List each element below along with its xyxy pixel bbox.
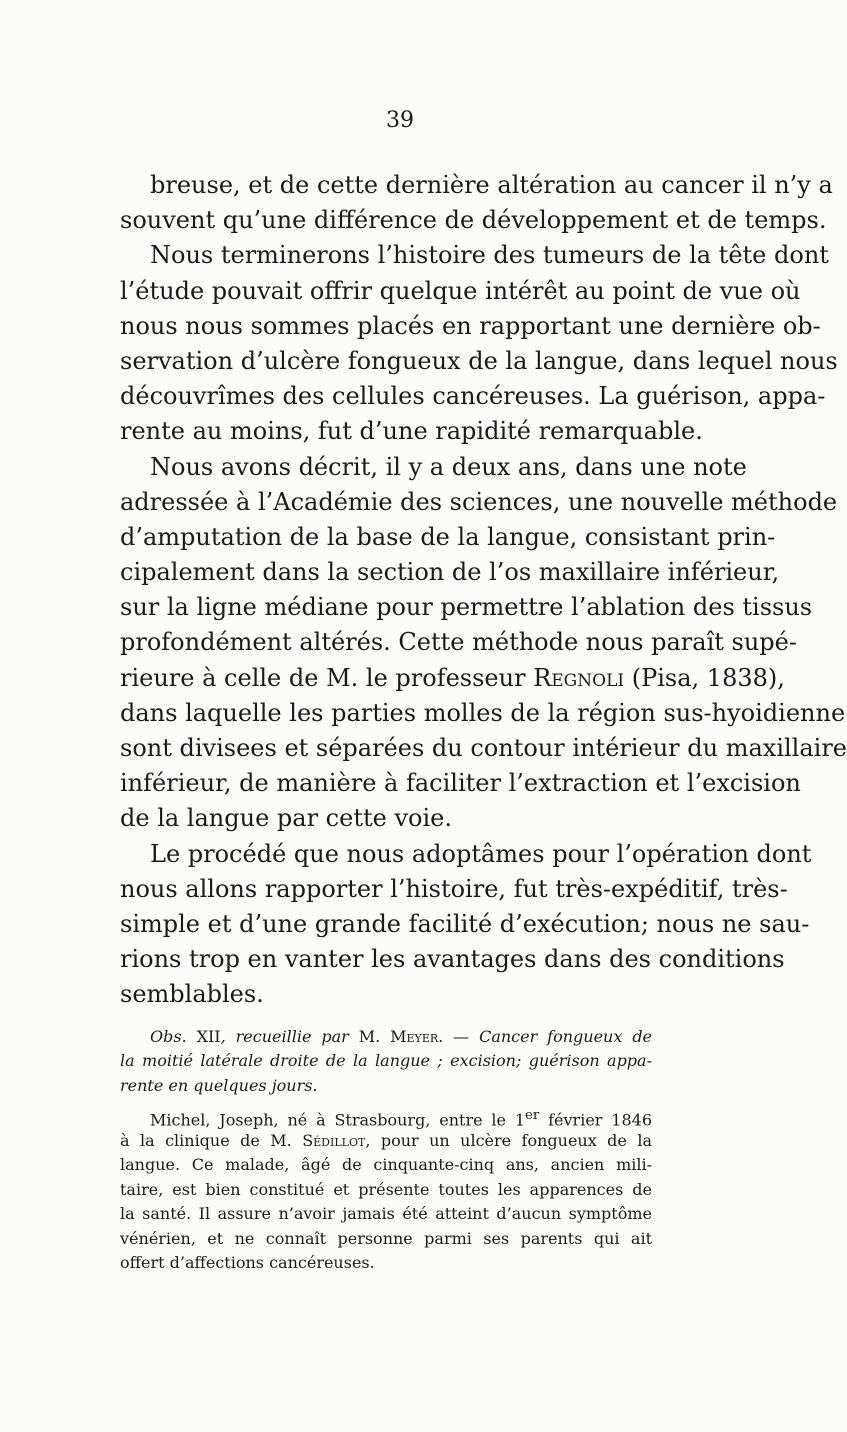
text-line: semblables. [120, 980, 264, 1009]
case-line [120, 1129, 652, 1154]
text-run: février 1846 [548, 1110, 652, 1130]
author-name: Meyer. [390, 1026, 444, 1046]
case-line [120, 1104, 652, 1129]
text-line: breuse, et de cette dernière altération au cancer il n’y a [150, 171, 833, 199]
obs-title: la moitié latérale droite de la langue ; excision; guérison appa- [120, 1051, 652, 1070]
text-line: inférieur, de manière à faciliter l’extraction et l’excision [120, 769, 801, 798]
text-line: servation d’ulcère fongueux de la langue, dans lequel nous [120, 346, 838, 375]
text-run: (Pisa, 1838), [631, 663, 785, 692]
case-line: vénérien, et ne connaît personne parmi ses parents qui ait [120, 1228, 652, 1248]
text-line: adressée à l’Académie des sciences, une nouvelle méthode [120, 487, 838, 516]
author-name: Sédillot [302, 1130, 366, 1150]
text-line: Nous avons décrit, il y a deux ans, dans une note [150, 452, 747, 481]
text-line: de la langue par cette voie. [120, 804, 452, 833]
observation-heading [120, 1025, 652, 1050]
text-line [120, 661, 785, 696]
obs-collected: , recueillie par [220, 1026, 349, 1046]
main-text [120, 168, 847, 1276]
case-line: la santé. Il assure n’avoir jamais été atteint d’aucun symptôme [120, 1204, 652, 1223]
text-run: , pour un ulcère fongueux de la [365, 1130, 652, 1150]
author-name: Regnoli [533, 663, 625, 692]
superscript: er [525, 1108, 540, 1123]
author-title: M. [358, 1026, 381, 1046]
text-line: rions trop en vanter les avantages dans des conditions [120, 945, 785, 974]
text-line: sur la ligne médiane pour permettre l’ablation des tissus [120, 593, 813, 622]
text-run: Michel, Joseph, né à Strasbourg, entre le 1 [150, 1110, 526, 1130]
text-line: l’étude pouvait offrir quelque intérêt au point de vue où [120, 276, 801, 305]
text-line: d’amputation de la base de la langue, consistant prin- [120, 522, 776, 551]
text-run: rieure à celle de M. le professeur [120, 663, 526, 692]
dash: — [453, 1026, 470, 1046]
text-line: profondément altérés. Cette méthode nous paraît supé- [120, 628, 797, 657]
obs-label: Obs. [150, 1026, 187, 1046]
text-line: nous allons rapporter l’histoire, fut très-expéditif, très- [120, 874, 788, 903]
observation-heading [120, 1074, 652, 1099]
text-line: dans laquelle les parties molles de la région sus-hyoidienne [120, 698, 846, 727]
case-line: taire, est bien constitué et présente toutes les apparences de [120, 1179, 652, 1199]
text-line: découvrîmes des cellules cancéreuses. La guérison, appa- [120, 382, 826, 411]
text-line: Nous terminerons l’histoire des tumeurs de la tête dont [150, 241, 829, 270]
obs-title: Cancer fongueux de [479, 1026, 653, 1046]
case-line: langue. Ce malade, âgé de cinquante-cinq ans, ancien mili- [120, 1155, 652, 1174]
text-line: souvent qu’une différence de développement et de temps. [120, 206, 827, 235]
text-line: nous nous sommes placés en rapportant une dernière ob- [120, 311, 821, 340]
page-number: 39 [386, 108, 414, 133]
obs-title: rente en quelques jours. [120, 1075, 318, 1095]
text-line: cipalement dans la section de l’os maxillaire inférieur, [120, 558, 780, 587]
case-line: offert d’affections cancéreuses. [120, 1253, 375, 1272]
text-line: rente au moins, fut d’une rapidité remarquable. [120, 417, 703, 446]
text-line: sont divisees et séparées du contour intérieur du maxillaire [120, 734, 847, 762]
text-line: Le procédé que nous adoptâmes pour l’opération dont [150, 839, 812, 868]
observation-heading [120, 1049, 652, 1074]
text-run: à la clinique de M. [120, 1130, 292, 1150]
text-line: simple et d’une grande facilité d’exécution; nous ne sau- [120, 909, 810, 938]
obs-number: XII [196, 1026, 221, 1046]
